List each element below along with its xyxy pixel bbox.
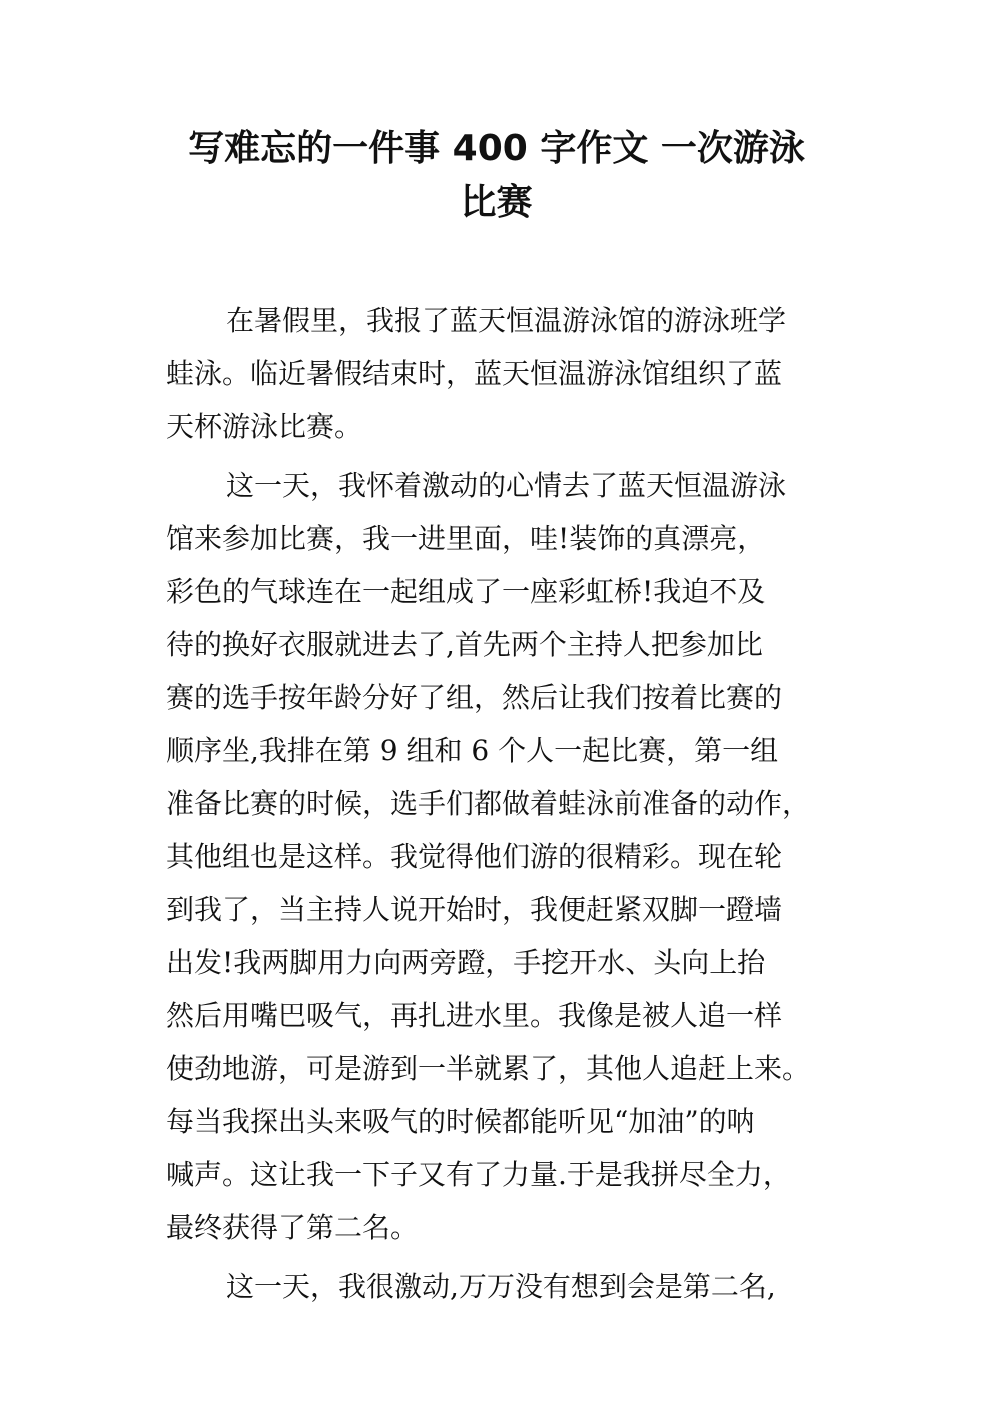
text-line: 蛙泳。临近暑假结束时，蓝天恒温游泳馆组织了蓝 (166, 357, 783, 390)
text-line: 使劲地游，可是游到一半就累了，其他人追赶上来。 (166, 1052, 811, 1085)
title-line-1: 写难忘的一件事 400 字作文 一次游泳 (188, 128, 805, 169)
article-body (166, 294, 846, 1319)
text-line: 到我了，当主持人说开始时，我便赶紧双脚一蹬墙 (166, 893, 783, 926)
text-line: 其他组也是这样。我觉得他们游的很精彩。现在轮 (166, 840, 783, 873)
title-line-2: 比赛 (460, 182, 533, 223)
text-line: 天杯游泳比赛。 (166, 410, 363, 443)
text-line: 出发!我两脚用力向两旁蹬，手挖开水、头向上抬 (166, 946, 766, 979)
text-line: 喊声。这让我一下子又有了力量.于是我拼尽全力， (166, 1158, 791, 1191)
text-line: 顺序坐,我排在第 9 组和 6 个人一起比赛，第一组 (166, 734, 779, 767)
text-line: 彩色的气球连在一起组成了一座彩虹桥!我迫不及 (166, 575, 766, 608)
text-line: 馆来参加比赛，我一进里面，哇!装饰的真漂亮， (166, 522, 766, 555)
paragraph-3 (166, 1260, 846, 1313)
text-line: 待的换好衣服就进去了,首先两个主持人把参加比 (166, 628, 763, 661)
text-line: 这一天，我怀着激动的心情去了蓝天恒温游泳 (226, 469, 787, 502)
paragraph-2 (166, 459, 846, 1254)
text-line: 在暑假里，我报了蓝天恒温游泳馆的游泳班学 (226, 304, 787, 337)
paragraph-1 (166, 294, 846, 453)
text-line: 这一天，我很激动,万万没有想到会是第二名, (226, 1270, 776, 1303)
text-line: 每当我探出头来吸气的时候都能听见“加油”的呐 (166, 1105, 755, 1138)
text-line: 准备比赛的时候，选手们都做着蛙泳前准备的动作， (166, 787, 811, 820)
text-line: 然后用嘴巴吸气，再扎进水里。我像是被人追一样 (166, 999, 783, 1032)
page-title (140, 122, 853, 230)
text-line: 最终获得了第二名。 (166, 1211, 419, 1244)
text-line: 赛的选手按年龄分好了组，然后让我们按着比赛的 (166, 681, 783, 714)
